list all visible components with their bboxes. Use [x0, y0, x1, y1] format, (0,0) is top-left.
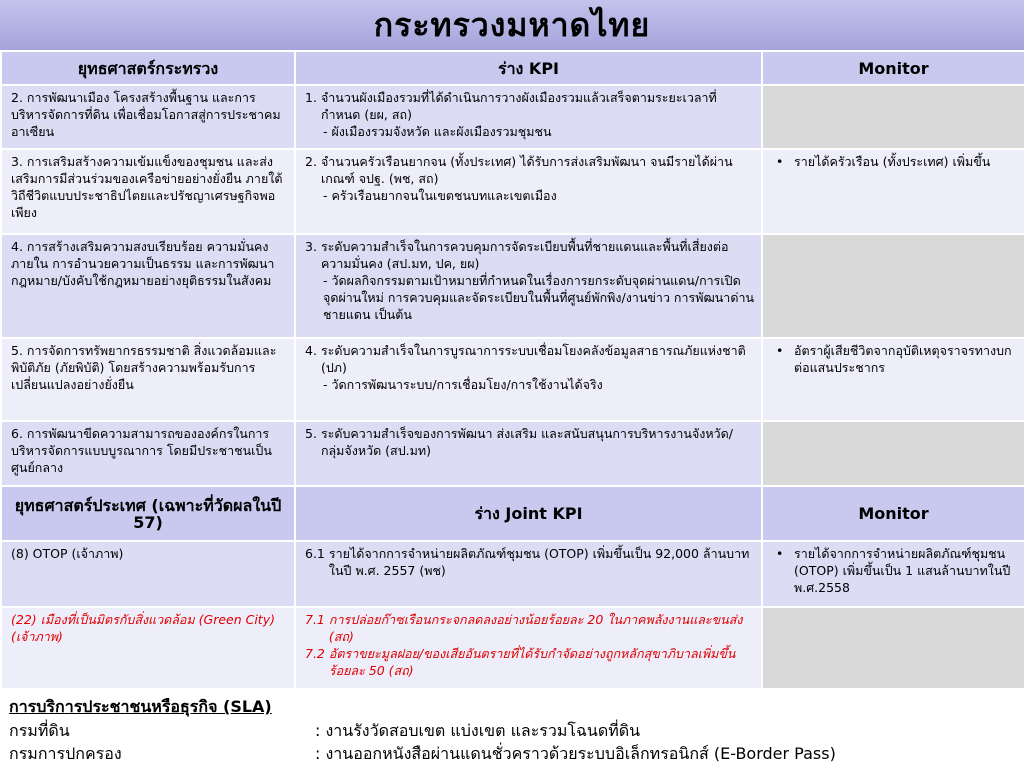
kpi-cell [295, 234, 762, 338]
kpi-number: 1. [305, 90, 317, 105]
kpi-cell [295, 85, 762, 149]
kpi-number: 5. [305, 426, 317, 441]
sla-dept: กรมการปกครอง [9, 744, 122, 763]
kpi-text: อัตราขยะมูลฝอย/ของเสียอันตรายที่ได้รับกำจัดอย่างถูกหลักสุขาภิบาลเพิ่มขึ้นร้อยละ 50 (สถ) [328, 646, 736, 678]
kpi-text: การปล่อยก๊าซเรือนกระจกลดลงอย่างน้อยร้อยละ 20 ในภาคพลังงานและขนส่ง (สถ) [328, 612, 743, 644]
monitor-item: • รายได้ครัวเรือน (ทั้งประเทศ) เพิ่มขึ้น [772, 153, 1017, 170]
kpi-number: 6.1 [305, 546, 325, 561]
monitor-item: • รายได้จากการจำหน่ายผลิตภัณฑ์ชุมชน (OTOP) เพิ่มขึ้นเป็น 1 แสนล้านบาทในปี พ.ศ.2558 [772, 545, 1017, 596]
kpi-text: ระดับความสำเร็จในการควบคุมการจัดระเบียบพื้นที่ชายแดนและพื้นที่เสี่ยงต่อความมั่นคง (สป.มท, ปค, ยผ) [320, 239, 729, 271]
monitor-cell [762, 85, 1024, 149]
kpi-number: 4. [305, 343, 317, 358]
kpi-cell [295, 421, 762, 486]
kpi-text: จำนวนครัวเรือนยากจน (ทั้งประเทศ) ได้รับการส่งเสริมพัฒนา จนมีรายได้ผ่านเกณฑ์ จปฐ. (พช, สถ) [320, 154, 733, 186]
monitor-cell [762, 149, 1024, 234]
kpi-cell [295, 607, 762, 689]
strategy-cell: 3. การเสริมสร้างความเข้มแข็งของชุมชน และส่งเสริมการมีส่วนร่วมของเครือข่ายอย่างยั่งยืน ภายใต้วิถีชีวิตแบบประชาธิปไตยและปรัชญาเศรษฐกิจพอเพียง [1, 149, 295, 234]
monitor-cell [762, 607, 1024, 689]
table-header-joint [1, 486, 1024, 541]
strategy-cell: 5. การจัดการทรัพยากรธรรมชาติ สิ่งแวดล้อมและพิบัติภัย (ภัยพิบัติ) โดยสร้างความพร้อมรับการเปลี่ยนแปลงอย่างยั่งยืน [1, 338, 295, 421]
kpi-subitem: - วัดผลกิจกรรมตามเป้าหมายที่กำหนดในเรื่องการยกระดับจุดผ่านแดน/การเปิดจุดผ่านใหม่ การควบคุมและจัดระเบียบในพื้นที่ศูนย์พักพิง/งานข่าว การพัฒนาด่านชายแดน เป็นต้น [323, 273, 755, 322]
table-row [1, 234, 1024, 338]
table-row [1, 607, 1024, 689]
kpi-cell [295, 149, 762, 234]
table-row [1, 85, 1024, 149]
kpi-table [0, 50, 1024, 690]
monitor-cell [762, 234, 1024, 338]
page-title: กระทรวงมหาดไทย [0, 0, 1024, 50]
kpi-text: จำนวนผังเมืองรวมที่ได้ดำเนินการวางผังเมืองรวมแล้วเสร็จตามระยะเวลาที่กำหนด (ยผ, สถ) [320, 90, 717, 122]
kpi-cell [295, 541, 762, 607]
sla-dept: กรมที่ดิน [9, 721, 70, 740]
sla-section [0, 696, 1024, 768]
sla-title: การบริการประชาชนหรือธุรกิจ (SLA) [9, 697, 272, 716]
header-strategy: ยุทธศาสตร์กระทรวง [1, 51, 295, 85]
sla-service: : งานออกหนังสือผ่านแดนชั่วคราวด้วยระบบอิเล็กทรอนิกส์ (E-Border Pass) [315, 744, 836, 763]
sla-service: : งานรังวัดสอบเขต แบ่งเขต และรวมโฉนดที่ดิน [315, 721, 641, 740]
kpi-number: 3. [305, 239, 317, 254]
kpi-text: ระดับความสำเร็จของการพัฒนา ส่งเสริม และสนับสนุนการบริหารงานจังหวัด/กลุ่มจังหวัด (สป.มท) [320, 426, 733, 458]
monitor-item: • อัตราผู้เสียชีวิตจากอุบัติเหตุจราจรทางบกต่อแสนประชากร [772, 342, 1017, 376]
kpi-number: 7.1 [305, 612, 325, 627]
kpi-number: 2. [305, 154, 317, 169]
strategy-cell: (22) เมืองที่เป็นมิตรกับสิ่งแวดล้อม (Green City) (เจ้าภาพ) [1, 607, 295, 689]
table-row [1, 338, 1024, 421]
header-monitor: Monitor [762, 51, 1024, 85]
header-country-strategy: ยุทธศาสตร์ประเทศ (เฉพาะที่วัดผลในปี 57) [1, 486, 295, 541]
strategy-cell: 6. การพัฒนาขีดความสามารถขององค์กรในการบริหารจัดการแบบบูรณาการ โดยมีประชาชนเป็นศูนย์กลาง [1, 421, 295, 486]
header-kpi: ร่าง KPI [295, 51, 762, 85]
table-header [1, 51, 1024, 85]
strategy-cell: 2. การพัฒนาเมือง โครงสร้างพื้นฐาน และการบริหารจัดการที่ดิน เพื่อเชื่อมโอกาสสู่การประชาคมอาเซียน [1, 85, 295, 149]
monitor-cell [762, 421, 1024, 486]
kpi-cell [295, 338, 762, 421]
kpi-text: รายได้จากการจำหน่ายผลิตภัณฑ์ชุมชน (OTOP) เพิ่มขึ้นเป็น 92,000 ล้านบาท ในปี พ.ศ. 2557 (พช) [328, 546, 750, 578]
kpi-text: ระดับความสำเร็จในการบูรณาการระบบเชื่อมโยงคลังข้อมูลสาธารณภัยแห่งชาติ (ปภ) [320, 343, 746, 375]
kpi-subitem: - ผังเมืองรวมจังหวัด และผังเมืองรวมชุมชน [323, 124, 552, 139]
header-joint-monitor: Monitor [762, 486, 1024, 541]
table-row [1, 541, 1024, 607]
strategy-cell: (8) OTOP (เจ้าภาพ) [1, 541, 295, 607]
kpi-number: 7.2 [305, 646, 325, 661]
kpi-subitem: - วัดการพัฒนาระบบ/การเชื่อมโยง/การใช้งานได้จริง [323, 377, 603, 392]
monitor-cell [762, 541, 1024, 607]
kpi-subitem: - ครัวเรือนยากจนในเขตชนบทและเขตเมือง [323, 188, 557, 203]
table-row [1, 421, 1024, 486]
strategy-cell: 4. การสร้างเสริมความสงบเรียบร้อย ความมั่นคงภายใน การอำนวยความเป็นธรรม และการพัฒนากฎหมาย/บังคับใช้กฎหมายอย่างยุติธรรมในสังคม [1, 234, 295, 338]
header-joint-kpi: ร่าง Joint KPI [295, 486, 762, 541]
table-row [1, 149, 1024, 234]
monitor-cell [762, 338, 1024, 421]
